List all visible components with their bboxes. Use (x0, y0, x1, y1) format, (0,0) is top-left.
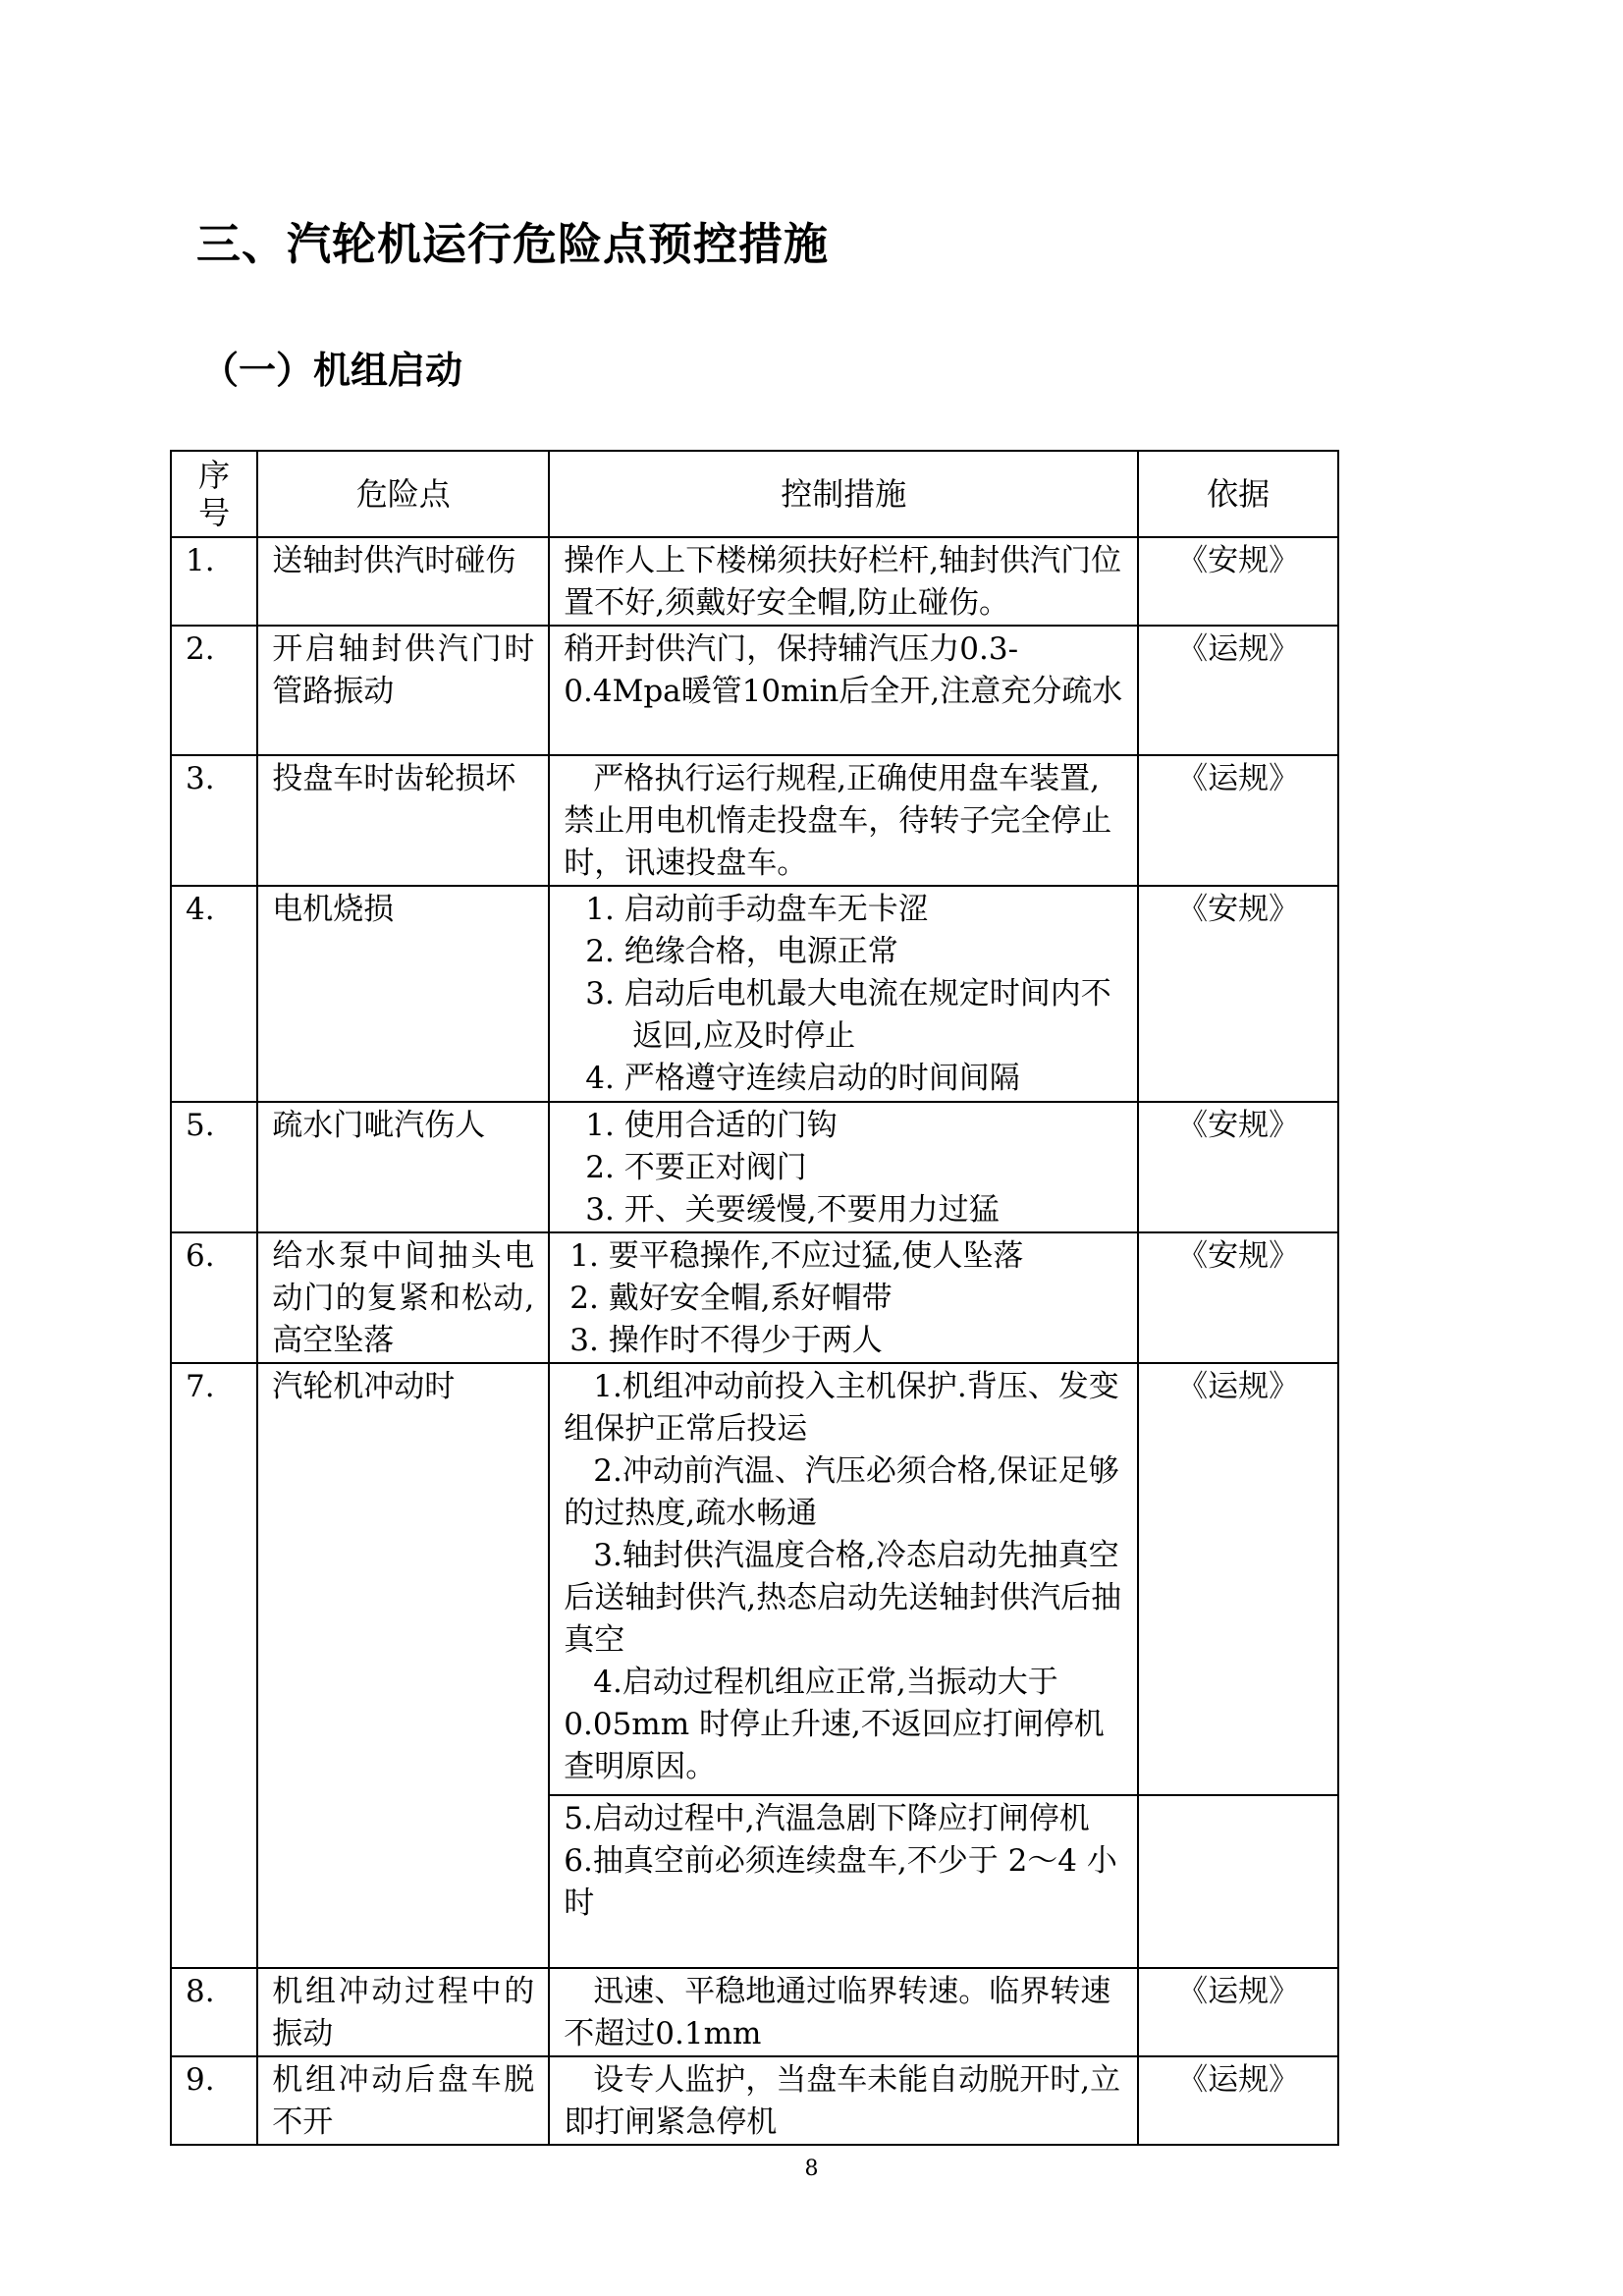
measure-text: 设专人监护，当盘车未能自动脱开时,立即打闸紧急停机 (564, 2062, 1121, 2140)
row-measures (549, 1968, 1138, 2056)
row-measures (549, 755, 1138, 886)
measure-item: 4.启动过程机组应正常,当振动大于0.05mm 时停止升速,不返回应打闸停机查明原因。 (564, 1665, 1105, 1784)
row-basis: 《运规》 (1138, 1968, 1338, 2056)
measure-item: 6.抽真空前必须连续盘车,不少于 2～4 小时 (564, 1843, 1117, 1921)
measure-item: 1. 启动前手动盘车无卡涩 (585, 892, 929, 927)
row-measures (549, 1102, 1138, 1232)
row-basis: 《运规》 (1138, 626, 1338, 755)
row-basis: 《安规》 (1138, 537, 1338, 626)
measure-item: 1. 要平稳操作,不应过猛,使人坠落 (569, 1238, 1024, 1274)
row-no: 8. (171, 1968, 257, 2056)
measure-item: 3.轴封供汽温度合格,冷态启动先抽真空后送轴封供汽,热态启动先送轴封供汽后抽真空 (564, 1538, 1122, 1658)
row-basis: 《运规》 (1138, 2056, 1338, 2145)
measure-item: 2.冲动前汽温、汽压必须合格,保证足够的过热度,疏水畅通 (564, 1453, 1119, 1531)
table-row (171, 537, 1338, 626)
measure-item: 3. 启动后电机最大电流在规定时间内不返回,应及时停止 (585, 976, 1111, 1054)
row-measures (549, 1363, 1138, 1795)
measure-item: 2. 不要正对阀门 (585, 1150, 807, 1185)
row-basis: 《安规》 (1138, 886, 1338, 1102)
table-row (171, 1102, 1338, 1232)
row-no: 4. (171, 886, 257, 1102)
table-row (171, 1363, 1338, 1795)
row-hazard: 给水泵中间抽头电动门的复紧和松动,高空坠落 (257, 1232, 549, 1363)
measure-item: 1. 使用合适的门钩 (585, 1108, 838, 1143)
row-measures (549, 886, 1138, 1102)
section-heading: 三、汽轮机运行危险点预控措施 (196, 218, 830, 270)
row-hazard: 疏水门呲汽伤人 (257, 1102, 549, 1232)
row-no: 6. (171, 1232, 257, 1363)
table-row (171, 1232, 1338, 1363)
hazard-control-table (170, 450, 1339, 2146)
measure-text: 严格执行运行规程,正确使用盘车装置,禁止用电机惰走投盘车，待转子完全停止时，讯速投盘车。 (564, 761, 1112, 881)
measure-item: 4. 严格遵守连续启动的时间间隔 (585, 1061, 1020, 1096)
measure-text: 稍开封供汽门，保持辅汽压力0.3-0.4Mpa暖管10min后全开,注意充分疏水 (564, 631, 1123, 709)
row-no: 9. (171, 2056, 257, 2145)
row-measures (549, 2056, 1138, 2145)
row-hazard: 投盘车时齿轮损坏 (257, 755, 549, 886)
measure-item: 2. 绝缘合格，电源正常 (585, 934, 898, 969)
measure-item: 3. 操作时不得少于两人 (569, 1323, 883, 1358)
row-hazard: 机组冲动过程中的振动 (257, 1968, 549, 2056)
row-basis-empty (1138, 1795, 1338, 1968)
row-no: 7. (171, 1363, 257, 1968)
table-row (171, 2056, 1338, 2145)
row-hazard: 电机烧损 (257, 886, 549, 1102)
measure-item: 1.机组冲动前投入主机保护.背压、发变组保护正常后投运 (564, 1369, 1119, 1447)
table-row (171, 755, 1338, 886)
measure-item: 2. 戴好安全帽,系好帽带 (569, 1281, 893, 1316)
header-hazard: 危险点 (257, 451, 549, 537)
table-row (171, 886, 1338, 1102)
table-row (171, 1968, 1338, 2056)
page-number: 8 (804, 2157, 819, 2181)
row-measures (549, 1232, 1138, 1363)
row-measures (549, 537, 1138, 626)
measure-text: 迅速、平稳地通过临界转速。临界转速不超过0.1mm (564, 1974, 1111, 2051)
measure-text: 操作人上下楼梯须扶好栏杆,轴封供汽门位置不好,须戴好安全帽,防止碰伤。 (564, 543, 1122, 621)
row-no: 5. (171, 1102, 257, 1232)
row-basis: 《安规》 (1138, 1102, 1338, 1232)
table-row (171, 626, 1338, 755)
row-measures (549, 1795, 1138, 1968)
row-basis: 《运规》 (1138, 755, 1338, 886)
row-hazard: 送轴封供汽时碰伤 (257, 537, 549, 626)
row-hazard: 汽轮机冲动时 (257, 1363, 549, 1968)
row-no: 2. (171, 626, 257, 755)
header-no: 序号 (171, 451, 257, 537)
row-hazard: 开启轴封供汽门时管路振动 (257, 626, 549, 755)
row-hazard: 机组冲动后盘车脱不开 (257, 2056, 549, 2145)
row-basis: 《安规》 (1138, 1232, 1338, 1363)
row-measures (549, 626, 1138, 755)
row-basis: 《运规》 (1138, 1363, 1338, 1795)
measure-item: 3. 开、关要缓慢,不要用力过猛 (585, 1192, 1000, 1228)
subsection-heading: （一）机组启动 (201, 349, 463, 392)
measure-item: 5.启动过程中,汽温急剧下降应打闸停机 (564, 1801, 1090, 1836)
header-basis: 依据 (1138, 451, 1338, 537)
row-no: 3. (171, 755, 257, 886)
header-measures: 控制措施 (549, 451, 1138, 537)
row-no: 1. (171, 537, 257, 626)
